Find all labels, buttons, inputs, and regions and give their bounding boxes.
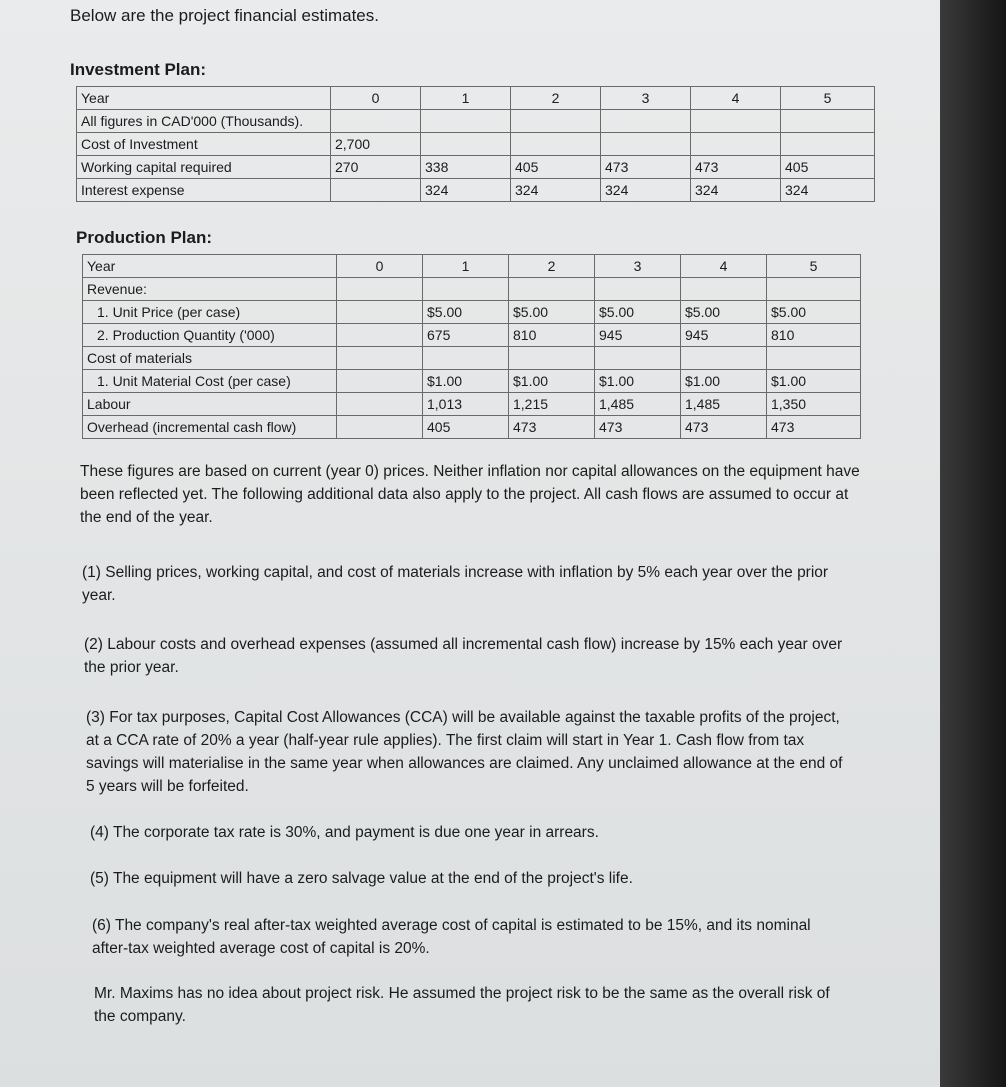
table-cell: 0 xyxy=(331,87,421,110)
intro-text: Below are the project financial estimates. xyxy=(70,6,379,25)
table-cell: 324 xyxy=(601,179,691,202)
table-cell xyxy=(423,347,509,370)
table-cell: 4 xyxy=(691,87,781,110)
table-cell: 324 xyxy=(511,179,601,202)
table-cell: $5.00 xyxy=(509,301,595,324)
table-cell: 1,013 xyxy=(423,393,509,416)
row-label: Cost of materials xyxy=(83,347,337,370)
table-cell xyxy=(511,133,601,156)
table-row xyxy=(77,179,875,202)
investment-plan-table xyxy=(76,86,875,202)
table-cell: $1.00 xyxy=(595,370,681,393)
table-row xyxy=(77,156,875,179)
table-cell: 1,485 xyxy=(595,393,681,416)
table-cell xyxy=(781,110,875,133)
table-cell: 1,215 xyxy=(509,393,595,416)
table-cell: $5.00 xyxy=(767,301,861,324)
table-cell: 270 xyxy=(331,156,421,179)
table-cell xyxy=(509,347,595,370)
row-label: All figures in CAD'000 (Thousands). xyxy=(77,110,331,133)
table-cell: 1,350 xyxy=(767,393,861,416)
table-cell xyxy=(331,179,421,202)
row-label: 1. Unit Price (per case) xyxy=(83,301,337,324)
table-cell: $1.00 xyxy=(767,370,861,393)
table-row xyxy=(77,110,875,133)
table-cell xyxy=(595,278,681,301)
assumption-6: (6) The company's real after-tax weighted average cost of capital is estimated to be 15%, and its nominal after-tax weighted average cost of capital is 20%. xyxy=(92,917,811,957)
table-row xyxy=(83,301,861,324)
assumption-2: (2) Labour costs and overhead expenses (assumed all incremental cash flow) increase by 15% each year over the prior year. xyxy=(84,636,843,676)
table-cell: 473 xyxy=(767,416,861,439)
table-cell xyxy=(509,278,595,301)
table-cell xyxy=(601,133,691,156)
table-header-row xyxy=(77,87,875,110)
table-cell: 1,485 xyxy=(681,393,767,416)
table-cell: 405 xyxy=(511,156,601,179)
table-cell: 324 xyxy=(691,179,781,202)
table-cell: 473 xyxy=(509,416,595,439)
table-cell xyxy=(691,133,781,156)
table-row xyxy=(77,133,875,156)
table-cell: 945 xyxy=(595,324,681,347)
table-cell xyxy=(511,110,601,133)
table-cell xyxy=(337,347,423,370)
row-label: Revenue: xyxy=(83,278,337,301)
table-row xyxy=(83,324,861,347)
table-cell: 324 xyxy=(421,179,511,202)
table-cell xyxy=(691,110,781,133)
table-cell: $5.00 xyxy=(423,301,509,324)
table-row xyxy=(83,278,861,301)
screen-bezel xyxy=(940,0,1006,1087)
table-cell: 675 xyxy=(423,324,509,347)
table-cell: 5 xyxy=(781,87,875,110)
table-cell: 2,700 xyxy=(331,133,421,156)
table-cell xyxy=(337,393,423,416)
table-cell: 810 xyxy=(509,324,595,347)
table-cell: 1 xyxy=(421,87,511,110)
investment-plan-heading: Investment Plan: xyxy=(70,60,207,79)
table-cell xyxy=(421,133,511,156)
table-cell: $1.00 xyxy=(423,370,509,393)
row-label: Working capital required xyxy=(77,156,331,179)
table-cell: 338 xyxy=(421,156,511,179)
table-cell: 324 xyxy=(781,179,875,202)
table-cell: 2 xyxy=(509,255,595,278)
note-paragraph: These figures are based on current (year 0) prices. Neither inflation nor capital allowances on the equipment have been reflected yet. The following additional data also apply to the project. All cash flows are assumed to occur at the end of the year. xyxy=(80,463,860,526)
row-label: Cost of Investment xyxy=(77,133,331,156)
assumption-3: (3) For tax purposes, Capital Cost Allowances (CCA) will be available against the taxable profits of the project, at a CCA rate of 20% a year (half-year rule applies). The first claim will start in Year 1. Cash flow from tax savings will materialise in the same year when allowances are claimed. Any unclaimed allowance at the end of 5 years will be forfeited. xyxy=(86,709,843,795)
production-plan-heading: Production Plan: xyxy=(76,228,212,247)
table-cell: 405 xyxy=(781,156,875,179)
table-cell: 473 xyxy=(595,416,681,439)
table-cell: $5.00 xyxy=(595,301,681,324)
table-cell: 810 xyxy=(767,324,861,347)
table-cell: 473 xyxy=(681,416,767,439)
table-cell: 3 xyxy=(595,255,681,278)
row-label: 2. Production Quantity ('000) xyxy=(83,324,337,347)
row-label: 1. Unit Material Cost (per case) xyxy=(83,370,337,393)
row-label: Overhead (incremental cash flow) xyxy=(83,416,337,439)
table-cell xyxy=(781,133,875,156)
table-cell: 473 xyxy=(601,156,691,179)
table-cell: $1.00 xyxy=(509,370,595,393)
table-cell xyxy=(601,110,691,133)
table-cell xyxy=(421,110,511,133)
table-cell: $5.00 xyxy=(681,301,767,324)
assumption-4: (4) The corporate tax rate is 30%, and payment is due one year in arrears. xyxy=(90,824,599,841)
table-cell xyxy=(337,301,423,324)
row-label: Year xyxy=(77,87,331,110)
table-cell: 0 xyxy=(337,255,423,278)
table-cell: 5 xyxy=(767,255,861,278)
table-cell xyxy=(767,278,861,301)
table-cell: 4 xyxy=(681,255,767,278)
table-cell: 3 xyxy=(601,87,691,110)
table-cell xyxy=(423,278,509,301)
production-plan-table xyxy=(82,254,861,439)
table-row xyxy=(83,370,861,393)
row-label: Labour xyxy=(83,393,337,416)
table-cell: 405 xyxy=(423,416,509,439)
table-row xyxy=(83,416,861,439)
table-cell: $1.00 xyxy=(681,370,767,393)
risk-statement: Mr. Maxims has no idea about project risk. He assumed the project risk to be the same as the overall risk of the company. xyxy=(94,985,830,1025)
row-label: Year xyxy=(83,255,337,278)
table-cell xyxy=(337,278,423,301)
table-cell xyxy=(681,278,767,301)
table-cell xyxy=(767,347,861,370)
table-row xyxy=(83,347,861,370)
table-cell xyxy=(681,347,767,370)
table-cell: 2 xyxy=(511,87,601,110)
table-cell xyxy=(337,370,423,393)
table-cell: 945 xyxy=(681,324,767,347)
table-cell xyxy=(595,347,681,370)
row-label: Interest expense xyxy=(77,179,331,202)
table-header-row xyxy=(83,255,861,278)
assumption-1: (1) Selling prices, working capital, and cost of materials increase with inflation by 5% each year over the prior year. xyxy=(82,564,829,604)
table-cell xyxy=(337,416,423,439)
table-cell xyxy=(331,110,421,133)
table-row xyxy=(83,393,861,416)
table-cell: 473 xyxy=(691,156,781,179)
table-cell: 1 xyxy=(423,255,509,278)
table-cell xyxy=(337,324,423,347)
assumption-5: (5) The equipment will have a zero salvage value at the end of the project's life. xyxy=(90,870,633,887)
